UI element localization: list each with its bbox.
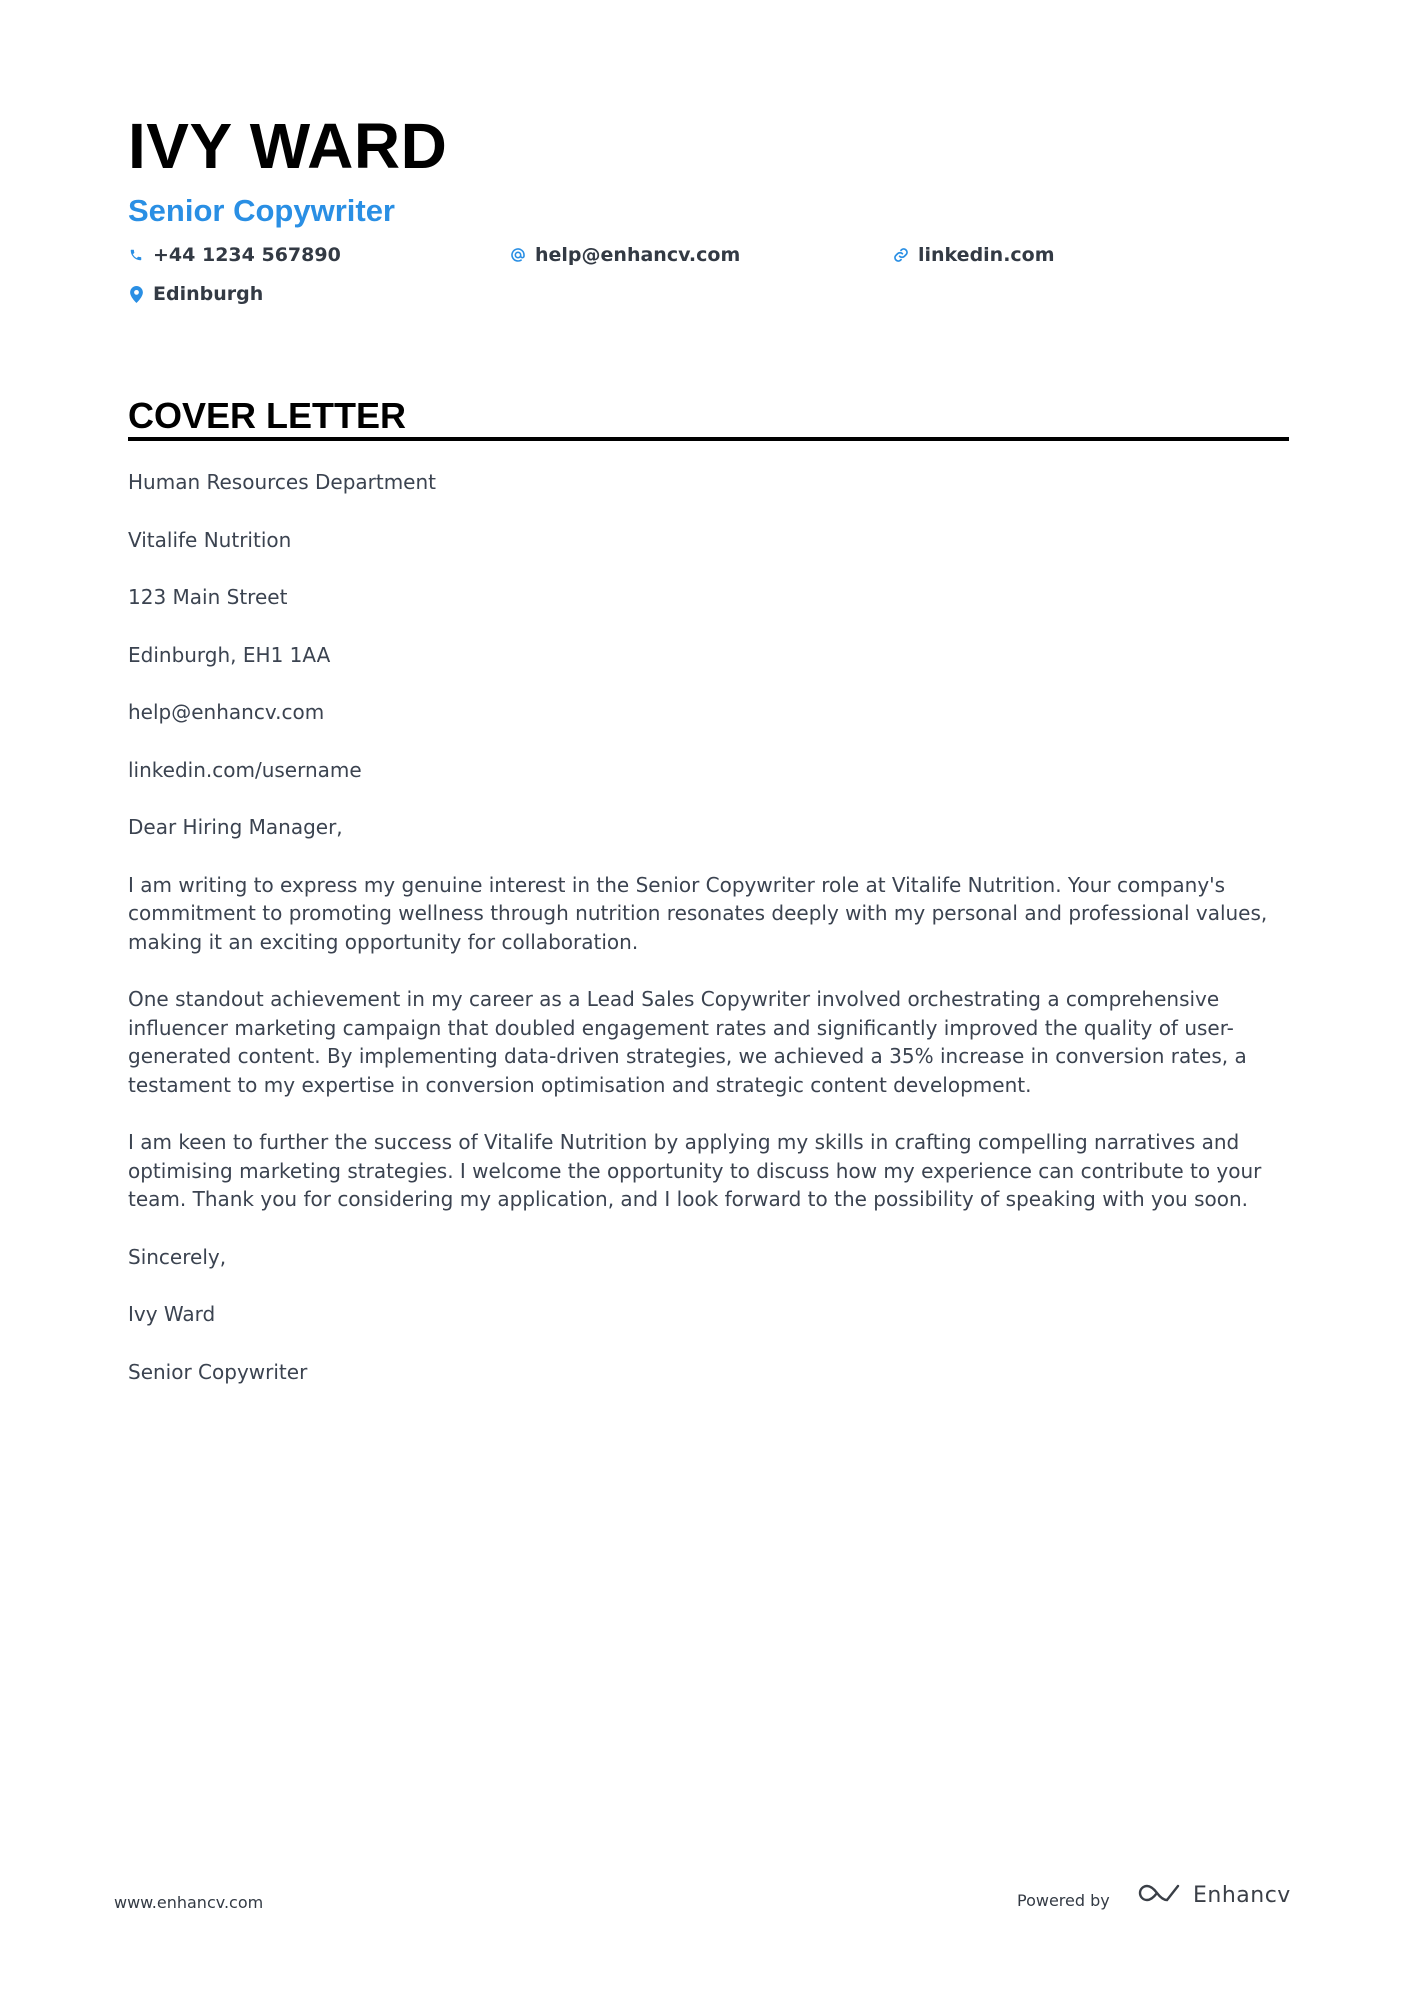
recipient-email: help@enhancv.com: [128, 700, 325, 724]
phone-icon: [128, 247, 144, 263]
contact-link[interactable]: [893, 242, 1055, 268]
footer-website[interactable]: www.enhancv.com: [114, 1893, 264, 1912]
signature-title: Senior Copywriter: [128, 1359, 308, 1384]
signature-name: Ivy Ward: [128, 1302, 216, 1326]
phone-text: +44 1234 567890: [153, 244, 341, 266]
recipient-company: Vitalife Nutrition: [128, 527, 292, 552]
recipient-street: 123 Main Street: [128, 585, 288, 609]
job-title: Senior Copywriter: [128, 193, 395, 228]
paragraph-closing: I am keen to further the success of Vitalife Nutrition by applying my skills in crafting compelling narratives and optimising marketing strategies. I welcome the opportunity to discuss how my experience can contribute to your team. Thank you for considering my application, and I look forward to the possibility of speaking with you soon.: [128, 1130, 1262, 1211]
contact-email[interactable]: [510, 242, 740, 268]
at-icon: [510, 247, 526, 263]
salutation: Dear Hiring Manager,: [128, 815, 343, 839]
contact-location: [128, 281, 263, 307]
location-text: Edinburgh: [153, 283, 264, 305]
footer-powered-by: Powered by: [1017, 1891, 1110, 1910]
link-icon: [893, 247, 909, 263]
email-text[interactable]: help@enhancv.com: [535, 244, 741, 266]
brand-name: Enhancv: [1193, 1883, 1291, 1908]
closing: Sincerely,: [128, 1244, 227, 1269]
letter-body: [128, 468, 1268, 1415]
section-title: COVER LETTER: [128, 395, 407, 436]
section-divider: [128, 437, 1289, 441]
enhancv-logo-icon: [1137, 1881, 1183, 1910]
footer-brand[interactable]: [1137, 1881, 1291, 1910]
paragraph-achievement: One standout achievement in my career as a Lead Sales Copywriter involved orchestrating a comprehensive influencer marketing campaign that doubled engagement rates and significantly improved the quality of user-generated content. By implementing data-driven strategies, we achieved a 35% increase in conversion rates, a testament to my expertise in conversion optimisation and strategic content development.: [128, 987, 1247, 1097]
candidate-name: IVY WARD: [128, 110, 448, 182]
contact-phone: [128, 242, 341, 268]
map-pin-icon: [128, 286, 144, 302]
paragraph-intro: I am writing to express my genuine interest in the Senior Copywriter role at Vitalife Nutrition. Your company's commitment to promoting wellness through nutrition resonates deeply with my personal and professional values, making it an exciting opportunity for collaboration.: [128, 872, 1268, 954]
recipient-city: Edinburgh, EH1 1AA: [128, 642, 331, 667]
link-text[interactable]: linkedin.com: [918, 244, 1055, 266]
recipient-linkedin: linkedin.com/username: [128, 757, 362, 782]
recipient-department: Human Resources Department: [128, 470, 437, 494]
